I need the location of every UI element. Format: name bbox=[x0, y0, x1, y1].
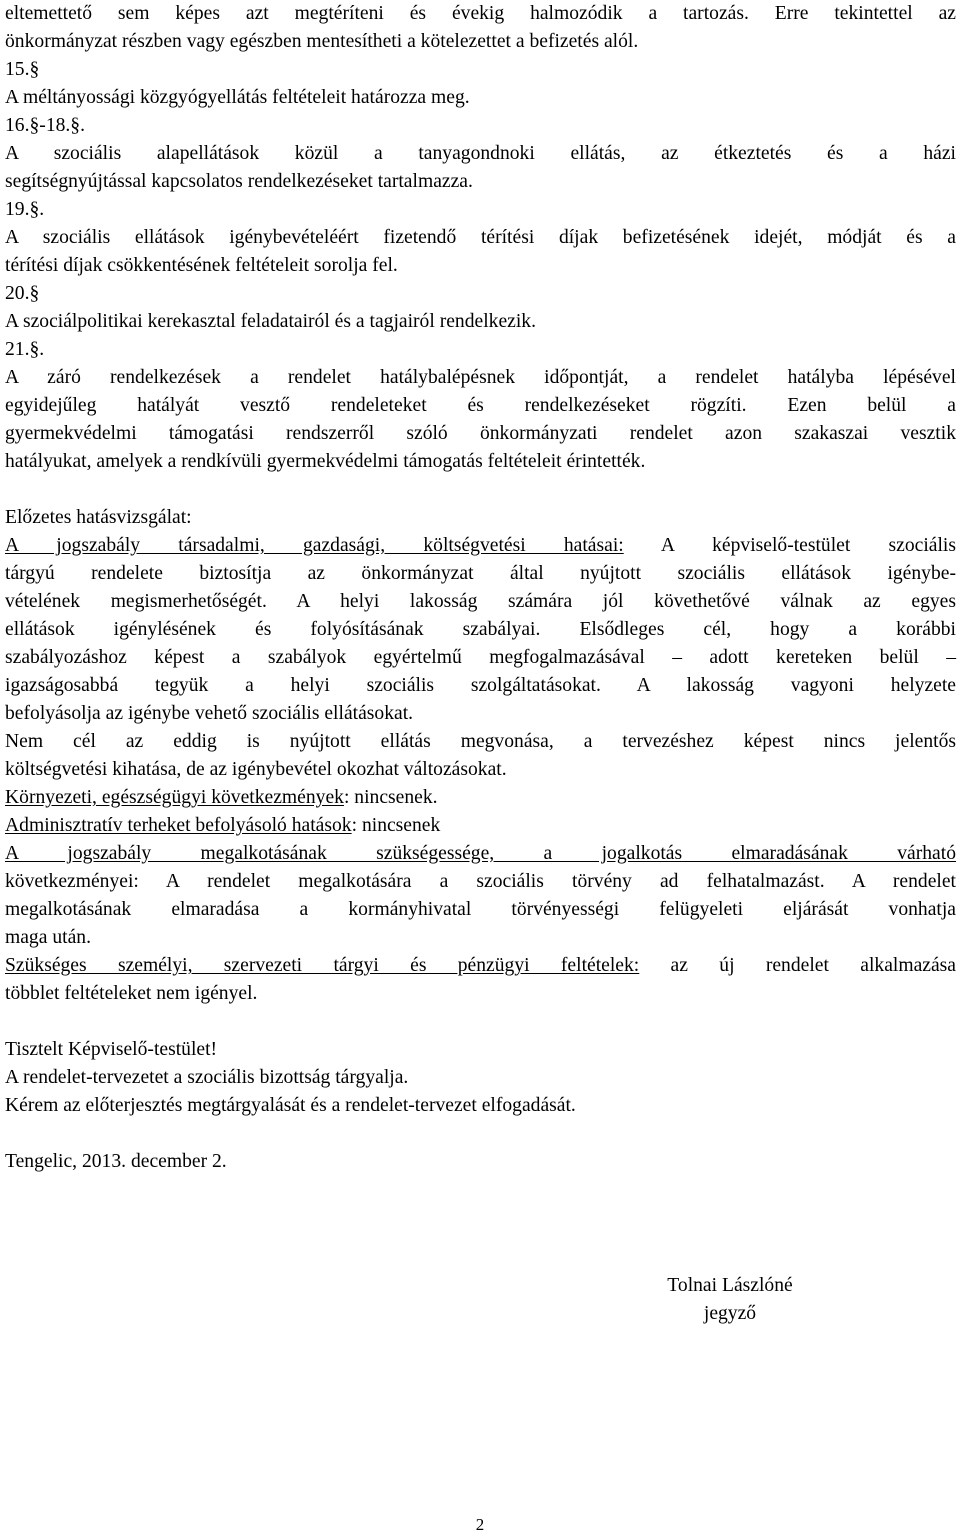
section-number: 15.§ bbox=[5, 59, 40, 80]
paragraph-line: igazságosabbá tegyük a helyi szociális szolgáltatásokat. A lakosság vagyoni helyzete bbox=[5, 675, 956, 696]
spacer bbox=[5, 476, 956, 504]
place-date: Tengelic, 2013. december 2. bbox=[5, 1151, 227, 1172]
underlined-heading: A jogszabály társadalmi, gazdasági, költségvetési hatásai: bbox=[5, 535, 624, 556]
paragraph-line: maga után. bbox=[5, 927, 91, 948]
paragraph-line: A záró rendelkezések a rendelet hatálybalépésnek időpontját, a rendelet hatályba lépésével bbox=[5, 367, 956, 388]
underlined-heading: Szükséges személyi, szervezeti tárgyi és pénzügyi feltételek: bbox=[5, 955, 640, 976]
paragraph-line: segítségnyújtással kapcsolatos rendelkezéseket tartalmazza. bbox=[5, 171, 473, 192]
signer-title: jegyző bbox=[703, 1303, 757, 1324]
paragraph-line bbox=[5, 952, 956, 980]
underlined-heading: Környezeti, egészségügyi következmények bbox=[5, 787, 344, 808]
paragraph-line: térítési díjak csökkentésének feltételeit sorolja fel. bbox=[5, 255, 398, 276]
underlined-heading: Adminisztratív terheket befolyásoló hatások bbox=[5, 815, 352, 836]
paragraph-text: : nincsenek. bbox=[343, 787, 438, 808]
spacer bbox=[5, 1120, 956, 1148]
paragraph-line: önkormányzat részben vagy egészben mentesítheti a kötelezettet a befizetés alól. bbox=[5, 31, 639, 52]
paragraph-line: A szociális ellátások igénybevételéért fizetendő térítési díjak befizetésének idejét, módját és a bbox=[5, 227, 956, 248]
paragraph-line: A méltányossági közgyógyellátás feltételeit határozza meg. bbox=[5, 87, 470, 108]
paragraph-line: A rendelet-tervezetet a szociális bizottság tárgyalja. bbox=[5, 1067, 409, 1088]
paragraph-line bbox=[5, 784, 956, 812]
paragraph-line: gyermekvédelmi támogatási rendszerről szóló önkormányzati rendelet azon szakaszai vesztik bbox=[5, 423, 956, 444]
paragraph-line: Nem cél az eddig is nyújtott ellátás megvonása, a tervezéshez képest nincs jelentős bbox=[5, 731, 956, 752]
paragraph-line: költségvetési kihatása, de az igénybevétel okozhat változásokat. bbox=[5, 759, 507, 780]
paragraph-line: szabályozáshoz képest a szabályok egyértelmű megfogalmazásával – adott kereteken belül – bbox=[5, 647, 956, 668]
section-number: 16.§-18.§. bbox=[5, 115, 86, 136]
paragraph-text: A képviselő-testület szociális bbox=[623, 535, 956, 556]
section-heading: Előzetes hatásvizsgálat: bbox=[5, 507, 192, 528]
paragraph-line: ellátások igénylésének és folyósításának szabályai. Elsődleges cél, hogy a korábbi bbox=[5, 619, 956, 640]
paragraph-line: következményei: A rendelet megalkotására a szociális törvény ad felhatalmazást. A rendelet bbox=[5, 871, 956, 892]
paragraph-text: az új rendelet alkalmazása bbox=[639, 955, 956, 976]
paragraph-text: : nincsenek bbox=[351, 815, 441, 836]
signer-name: Tolnai Lászlóné bbox=[667, 1275, 793, 1296]
paragraph-line: többlet feltételeket nem igényel. bbox=[5, 983, 258, 1004]
paragraph-line: A szociális alapellátások közül a tanyagondnoki ellátás, az étkeztetés és a házi bbox=[5, 143, 956, 164]
signature-block bbox=[640, 1272, 820, 1328]
underlined-heading: A jogszabály megalkotásának szükségessége, a jogalkotás elmaradásának várható bbox=[5, 843, 956, 864]
section-number: 20.§ bbox=[5, 283, 40, 304]
paragraph-line bbox=[5, 812, 956, 840]
paragraph-line: A szociálpolitikai kerekasztal feladatairól és a tagjairól rendelkezik. bbox=[5, 311, 536, 332]
paragraph-line: Kérem az előterjesztés megtárgyalását és a rendelet-tervezet elfogadását. bbox=[5, 1095, 576, 1116]
salutation: Tisztelt Képviselő-testület! bbox=[5, 1039, 218, 1060]
paragraph-line: hatályukat, amelyek a rendkívüli gyermekvédelmi támogatás feltételeit érintették. bbox=[5, 451, 646, 472]
paragraph-line: megalkotásának elmaradása a kormányhivatal törvényességi felügyeleti eljárását vonhatja bbox=[5, 899, 956, 920]
page-number: 2 bbox=[475, 1515, 485, 1534]
paragraph-line: eltemettető sem képes azt megtéríteni és évekig halmozódik a tartozás. Erre tekintettel az bbox=[5, 3, 956, 24]
paragraph-line: befolyásolja az igénybe vehető szociális ellátásokat. bbox=[5, 703, 414, 724]
paragraph-line: tárgyú rendelete biztosítja az önkormányzat által nyújtott szociális ellátások igénybe- bbox=[5, 563, 956, 584]
document-page bbox=[5, 0, 956, 1176]
spacer bbox=[5, 1008, 956, 1036]
paragraph-line bbox=[5, 532, 956, 560]
paragraph-line: egyidejűleg hatályát vesztő rendeleteket és rendelkezéseket rögzíti. Ezen belül a bbox=[5, 395, 956, 416]
paragraph-line: vételének megismerhetőségét. A helyi lakosság számára jól követhetővé válnak az egyes bbox=[5, 591, 956, 612]
section-number: 19.§. bbox=[5, 199, 45, 220]
section-number: 21.§. bbox=[5, 339, 45, 360]
